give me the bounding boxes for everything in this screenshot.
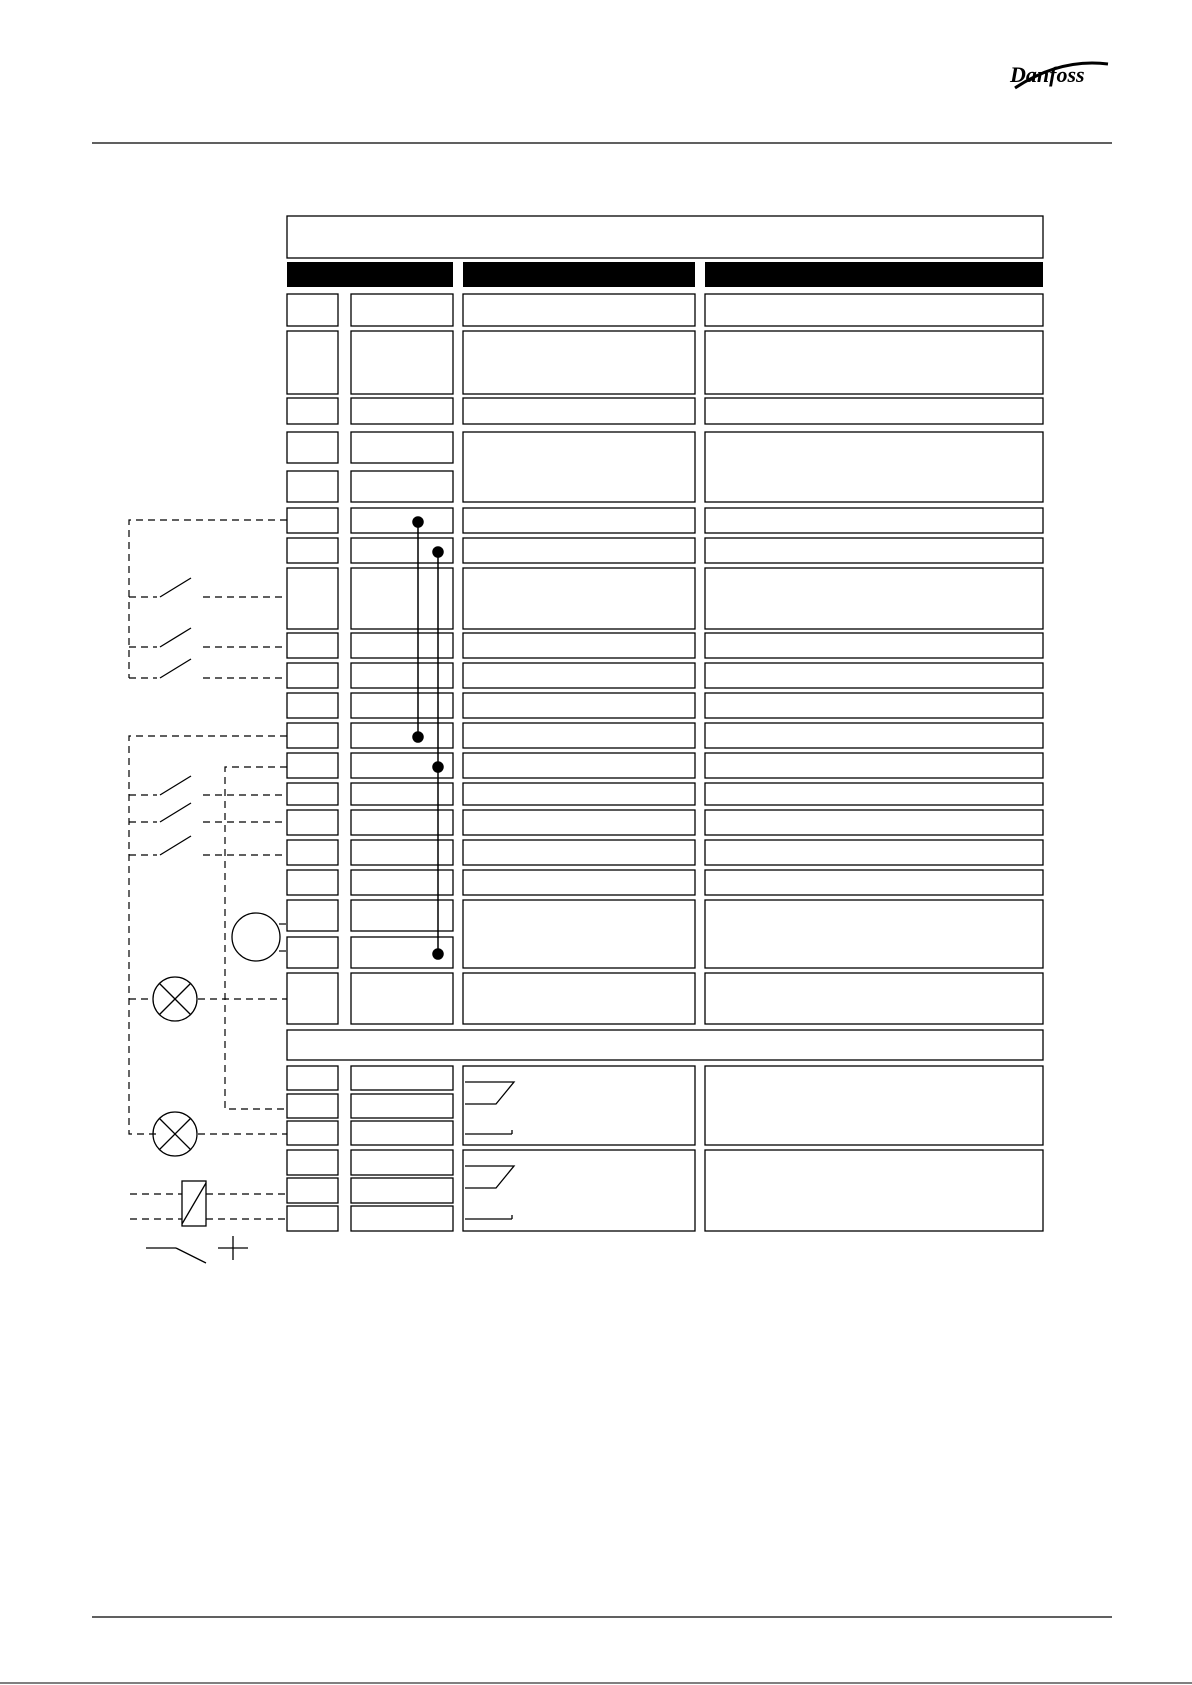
- table-row: [287, 753, 338, 778]
- jumper-dot: [413, 517, 423, 527]
- brand-logo-text: Danfoss: [1010, 62, 1085, 87]
- ground-icon: [218, 1236, 248, 1260]
- jumper-dot: [433, 762, 443, 772]
- table-row: [287, 538, 338, 563]
- table-row: [287, 663, 338, 688]
- switch-symbols: [160, 578, 191, 855]
- jumper-dot: [433, 547, 443, 557]
- table-row: [287, 294, 338, 326]
- table-row: [287, 1066, 338, 1090]
- switch-icon: [160, 659, 191, 678]
- lamp-icon: [153, 977, 197, 1021]
- table-row: [287, 840, 338, 865]
- description-column-header: [705, 262, 1043, 287]
- terminal-column-header: [287, 262, 453, 287]
- table-row: [287, 398, 338, 424]
- table-row: [287, 331, 338, 394]
- switch-icon: [160, 836, 191, 855]
- table-row: [287, 1094, 338, 1118]
- terminal-table: [287, 294, 1043, 1231]
- lamp-icon: [153, 1112, 197, 1156]
- relay-output-contact-icon: [146, 1248, 206, 1263]
- switch-icon: [160, 578, 191, 597]
- meter-icon: [232, 913, 280, 961]
- table-row: [287, 1206, 338, 1231]
- table-row: [287, 633, 338, 658]
- table-row: [287, 870, 338, 895]
- table-row: [287, 810, 338, 835]
- jumper-dot: [413, 732, 423, 742]
- switch-icon: [160, 776, 191, 795]
- table-title-box: [287, 216, 1043, 258]
- table-row: [287, 900, 338, 931]
- jumper-wires: [413, 517, 443, 959]
- danfoss-logo: [1009, 62, 1108, 88]
- switch-icon: [160, 628, 191, 647]
- table-row: [287, 432, 338, 463]
- table-row: [287, 1178, 338, 1203]
- table-row: [287, 1150, 338, 1175]
- table-row: [287, 693, 338, 718]
- table-row: [287, 783, 338, 805]
- table-row: [287, 1121, 338, 1145]
- table-row: [287, 973, 338, 1024]
- external-wiring: [129, 520, 287, 1219]
- relay-coil-icon: [182, 1181, 206, 1226]
- jumper-dot: [433, 949, 443, 959]
- switch-icon: [160, 803, 191, 822]
- table-row: [287, 508, 338, 533]
- table-row: [287, 723, 338, 748]
- parameter-column-header: [463, 262, 695, 287]
- relay-section-title-box: [287, 1030, 1043, 1060]
- table-row: [287, 568, 338, 629]
